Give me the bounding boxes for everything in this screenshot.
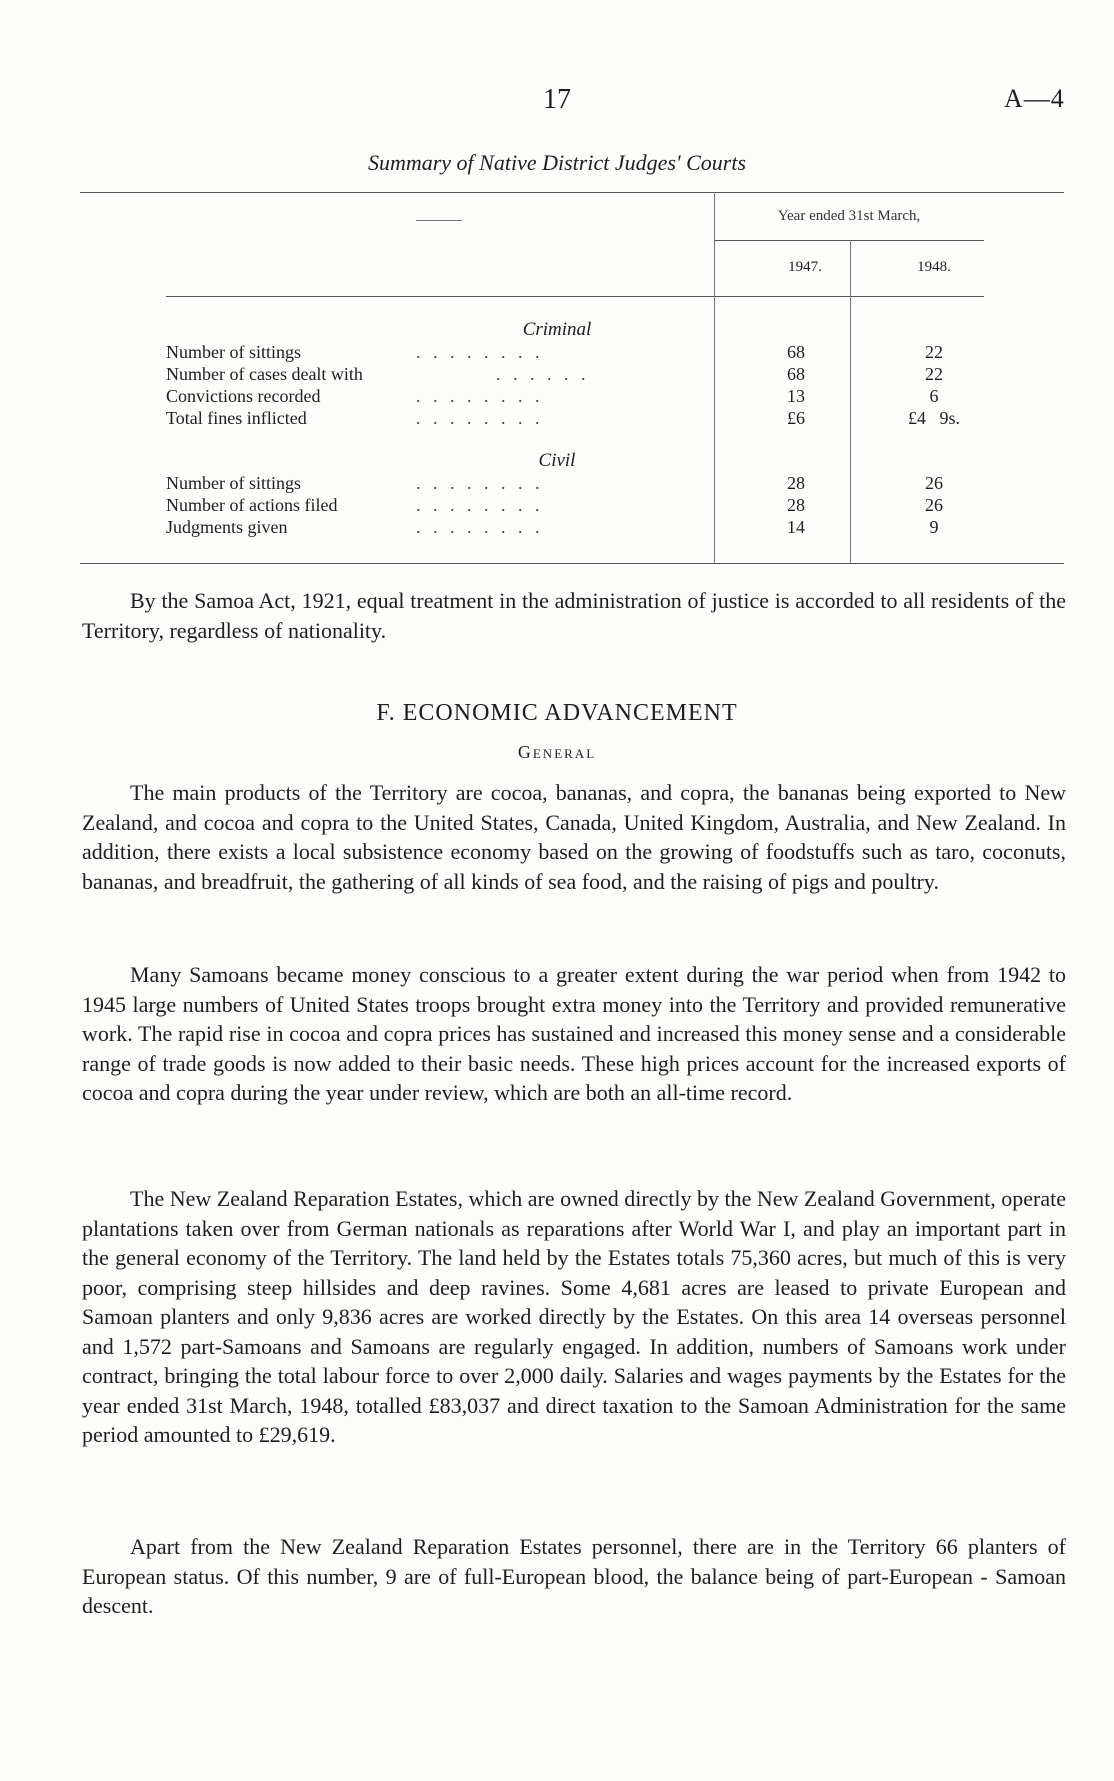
row-label: Total fines inflicted [166, 408, 307, 428]
table-row [166, 408, 1006, 430]
column-header-1947: 1947. [788, 259, 822, 275]
row-label: Number of actions filed [166, 495, 338, 515]
body-paragraph: Many Samoans became money conscious to a greater extent during the war period when from 1942 to 1945 large numbers of United States troops brought extra money into the Territory and provided remunerative work. The rapid rise in cocoa and copra prices has sustained and increased this money sense and a considerable range of trade goods is now added to their basic needs. These high prices account for the increased exports of cocoa and copra during the year under review, which are both an all-time record. [82, 962, 1066, 1105]
value-1948: 22 [925, 342, 943, 362]
table-top-rule [80, 192, 1064, 193]
leader-dots: . . . . . . . . [416, 386, 544, 406]
column-header-1948: 1948. [917, 259, 951, 275]
leader-dots: . . . . . . [496, 364, 590, 384]
value-1947: 68 [787, 342, 805, 362]
table-title: Summary of Native District Judges' Courts [367, 150, 747, 175]
value-1948: 9 [929, 517, 939, 537]
section-heading: F. ECONOMIC ADVANCEMENT [376, 700, 738, 726]
table-row [166, 364, 1006, 386]
column-header-rule [166, 296, 984, 297]
table-row [166, 517, 1006, 539]
row-label: Judgments given [166, 517, 288, 537]
section-label-criminal: Criminal [522, 319, 592, 340]
value-1948: 26 [925, 473, 943, 493]
table-row [166, 495, 1006, 517]
value-1948: 6 [929, 386, 939, 406]
leader-dots: . . . . . . . . [416, 342, 544, 362]
value-1947: 28 [787, 473, 805, 493]
intro-paragraph: By the Samoa Act, 1921, equal treatment in the administration of justice is accorded to all residents of the Territory, regardless of nationality. [82, 588, 1066, 643]
row-label: Convictions recorded [166, 386, 321, 406]
sub-heading: General [517, 742, 597, 762]
value-1948: 26 [925, 495, 943, 515]
value-1947: 14 [787, 517, 805, 537]
body-paragraph: Apart from the New Zealand Reparation Estates personnel, there are in the Territory 66 planters of European status. Of this number, 9 are of full-European blood, the balance being of part-European - Samoan descent. [82, 1534, 1066, 1618]
table-row [166, 473, 1006, 495]
leader-dots: . . . . . . . . [416, 408, 544, 428]
leader-dots: . . . . . . . . [416, 495, 544, 515]
value-1948: 22 [925, 364, 943, 384]
body-paragraph: The New Zealand Reparation Estates, which are owned directly by the New Zealand Government, operate plantations taken over from German nationals as reparations after World War I, and play an important part in the general economy of the Territory. The land held by the Estates totals 75,360 acres, but much of this is very poor, comprising steep hillsides and deep ravines. Some 4,681 acres are leased to private European and Samoan planters and only 9,836 acres are worked directly by the Estates. On this area 14 overseas personnel and 1,572 part-Samoans and Samoans are regularly engaged. In addition, numbers of Samoans work under contract, bringing the total labour force to over 2,000 daily. Salaries and wages payments by the Estates for the year ended 31st March, 1948, totalled £83,037 and direct taxation to the Samoan Administration for the same period amounted to £29,619. [82, 1186, 1066, 1447]
row-label: Number of sittings [166, 342, 301, 362]
table-row [166, 386, 1006, 408]
stub-header-dash [416, 220, 462, 221]
row-label: Number of sittings [166, 473, 301, 493]
row-label: Number of cases dealt with [166, 364, 363, 384]
value-1947: 28 [787, 495, 805, 515]
leader-dots: . . . . . . . . [416, 473, 544, 493]
page-number: 17 [543, 84, 571, 115]
section-label-civil: Civil [538, 450, 576, 471]
page-reference: A—4 [1004, 84, 1065, 113]
table-bottom-rule [80, 563, 1064, 564]
body-paragraph: The main products of the Territory are cocoa, bananas, and copra, the bananas being exported to New Zealand, and cocoa and copra to the United States, Canada, United Kingdom, Australia, and New Zealand. In addition, there exists a local subsistence economy based on the growing of foodstuffs such as taro, coconuts, bananas, and breadfruit, the gathering of all kinds of sea food, and the raising of pigs and poultry. [82, 780, 1066, 894]
year-ended-header: Year ended 31st March, [777, 208, 921, 224]
value-1947: £6 [787, 408, 805, 428]
year-header-rule [714, 240, 984, 241]
leader-dots: . . . . . . . . [416, 517, 544, 537]
value-1948: £4 9s. [907, 408, 960, 428]
table-row [166, 342, 1006, 364]
value-1947: 13 [787, 386, 805, 406]
value-1947: 68 [787, 364, 805, 384]
